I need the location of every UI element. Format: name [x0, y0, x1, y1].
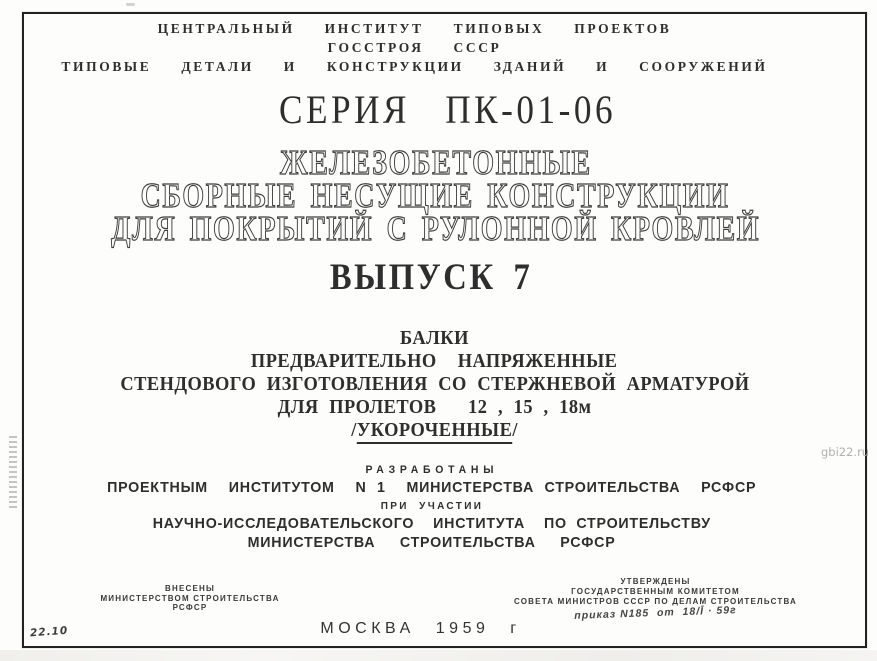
title-line-2 — [0, 176, 874, 215]
developed-line-2 — [0, 477, 870, 498]
subject-text-3: СТЕНДОВОГО ИЗГОТОВЛЕНИЯ СО СТЕРЖНЕВОЙ АРМАТУРОЙ — [119, 373, 750, 395]
title-text-1: ЖЕЛЕЗОБЕТОННЫЕ — [279, 143, 592, 182]
shortened-label: УКОРОЧЕННЫЕ — [357, 419, 512, 444]
slash-open: / — [351, 419, 357, 441]
developed-line-3 — [0, 498, 870, 514]
developed-by-block — [0, 464, 870, 552]
scan-smudge — [126, 3, 135, 6]
subject-line-2 — [0, 350, 873, 373]
subject-text-1: БАЛКИ — [400, 327, 469, 349]
developed-text-2: ПРОЕКТНЫМ ИНСТИТУТОМ N 1 МИНИСТЕРСТВА СТРОИТЕЛЬСТВА РСФСР — [106, 479, 757, 496]
submitted-line-2: МИНИСТЕРСТВОМ СТРОИТЕЛЬСТВА — [100, 593, 280, 603]
title-line-3 — [0, 209, 874, 248]
developed-line-1 — [0, 464, 870, 477]
publisher-line-1: ЦЕНТРАЛЬНЫЙ ИНСТИТУТ ТИПОВЫХ ПРОЕКТОВ — [157, 21, 672, 36]
developed-text-4: НАУЧНО-ИССЛЕДОВАТЕЛЬСКОГО ИНСТИТУТА ПО СТРОИТЕЛЬСТВУ — [152, 515, 711, 532]
approved-line-2: ГОСУДАРСТВЕННЫМ КОМИТЕТОМ — [571, 587, 740, 596]
imprint-line — [0, 620, 859, 638]
developed-line-4 — [0, 514, 870, 533]
approved-line-3: СОВЕТА МИНИСТРОВ СССР ПО ДЕЛАМ СТРОИТЕЛЬСТВА — [513, 597, 798, 606]
publisher-line-3: ТИПОВЫЕ ДЕТАЛИ И КОНСТРУКЦИИ ЗДАНИЙ И СООРУЖЕНИЙ — [61, 59, 768, 74]
imprint-text: МОСКВА 1959 г — [320, 620, 521, 637]
main-title-block — [0, 143, 874, 248]
title-line-1 — [0, 143, 874, 182]
publisher-block — [0, 19, 853, 76]
developed-text-5: МИНИСТЕРСТВА СТРОИТЕЛЬСТВА РСФСР — [247, 534, 616, 551]
watermark-text: gbi22.ru — [821, 445, 870, 459]
issue-text: ВЫПУСК 7 — [330, 257, 533, 298]
scan-edge-artifact — [0, 650, 877, 661]
issue-heading — [0, 256, 870, 299]
subject-line-3 — [0, 373, 873, 396]
publisher-line-2: ГОССТРОЯ СССР — [327, 40, 502, 55]
subject-text-4: ДЛЯ ПРОЛЕТОВ 12 , 15 , 18м — [277, 396, 592, 418]
submitted-line-1: ВНЕСЕНЫ — [164, 584, 215, 593]
approved-by-block — [483, 577, 828, 622]
subject-line-4 — [0, 396, 873, 419]
title-text-3: ДЛЯ ПОКРЫТИЙ С РУЛОННОЙ КРОВЛЕЙ — [110, 209, 761, 248]
developed-text-1: РАЗРАБОТАНЫ — [365, 464, 498, 476]
developed-text-3: ПРИ УЧАСТИИ — [380, 500, 483, 512]
subject-line-5 — [0, 419, 873, 442]
approved-line-1: УТВЕРЖДЕНЫ — [620, 577, 691, 586]
subject-text-2: ПРЕДВАРИТЕЛЬНО НАПРЯЖЕННЫЕ — [251, 350, 618, 372]
developed-line-5 — [0, 533, 870, 552]
handwritten-corner-note: 22.10 — [29, 624, 69, 640]
slash-close: / — [512, 419, 518, 441]
subject-block — [0, 327, 873, 442]
subject-line-1 — [0, 327, 873, 350]
submitted-line-3: РСФСР — [172, 603, 208, 612]
series-heading — [9, 86, 877, 133]
title-text-2: СБОРНЫЕ НЕСУЩИЕ КОНСТРУКЦИИ — [141, 176, 730, 215]
series-text: СЕРИЯ ПК-01-06 — [278, 87, 617, 132]
subject-text-5 — [351, 419, 518, 442]
order-handwritten-note: приказ N185 от 18/Ī · 59г — [574, 604, 737, 622]
submitted-by-block — [70, 584, 310, 613]
